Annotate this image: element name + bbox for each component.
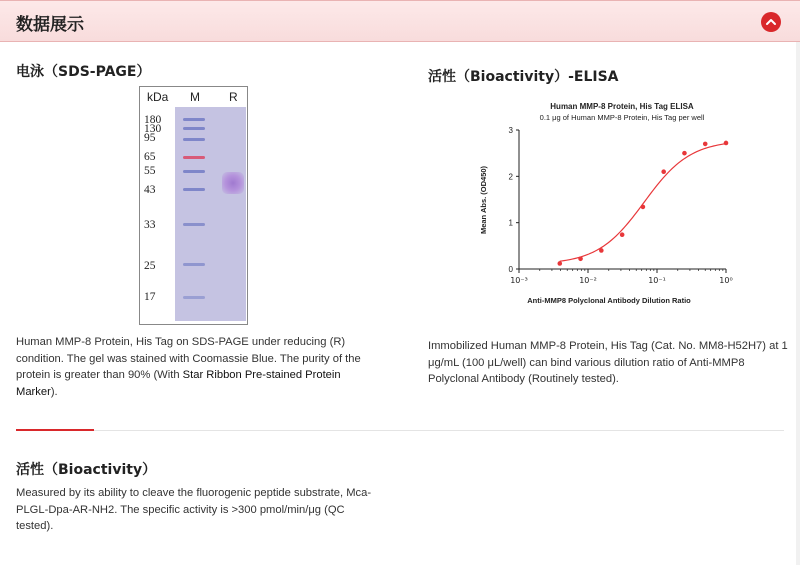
bioactivity-line: tested). bbox=[16, 520, 54, 532]
mw-marker: 65 bbox=[144, 151, 156, 163]
marker-band-red bbox=[183, 156, 205, 159]
mw-marker: 130 bbox=[144, 123, 162, 135]
bioactivity-line: PLGL-Dpa-AR-NH2. The specific activity is >300 pmol/min/μg (QC bbox=[16, 503, 345, 516]
scrollbar-track[interactable] bbox=[796, 42, 800, 565]
x-tick-label: 10⁻² bbox=[579, 276, 597, 285]
y-tick-label: 0 bbox=[508, 265, 513, 274]
data-point bbox=[620, 232, 625, 237]
data-point bbox=[703, 142, 708, 147]
sample-band bbox=[222, 172, 244, 194]
sds-caption-line bbox=[16, 367, 396, 384]
sds-caption-line: Human MMP-8 Protein, His Tag on SDS-PAGE under reducing (R) bbox=[16, 336, 346, 348]
sds-caption-line: condition. The gel was stained with Coomassie Blue. The purity of the bbox=[16, 352, 361, 365]
y-tick-label: 2 bbox=[508, 172, 513, 182]
marker-band bbox=[183, 263, 205, 266]
elisa-caption-line: μg/mL (100 μL/well) can bind various dilution ratio of Anti-MMP8 bbox=[428, 356, 745, 369]
x-tick-label: 10⁰ bbox=[719, 276, 733, 285]
mw-marker: 33 bbox=[144, 219, 156, 231]
marker-band bbox=[183, 170, 205, 173]
elisa-caption bbox=[428, 338, 796, 388]
chevron-up-icon bbox=[765, 16, 777, 28]
marker-band bbox=[183, 296, 205, 299]
data-point bbox=[599, 248, 604, 253]
divider-accent bbox=[16, 429, 94, 431]
mw-marker: 180 bbox=[144, 114, 162, 126]
data-point bbox=[661, 169, 666, 174]
marker-link[interactable]: Star Ribbon Pre-stained Protein bbox=[182, 369, 341, 381]
x-axis-label: Anti-MMP8 Polyclonal Antibody Dilution Ratio bbox=[527, 296, 691, 305]
data-point bbox=[724, 141, 729, 146]
sds-caption-line bbox=[16, 384, 396, 401]
chart-title: Human MMP-8 Protein, His Tag ELISA bbox=[550, 102, 694, 111]
data-point bbox=[557, 261, 562, 266]
collapse-button[interactable] bbox=[761, 12, 781, 32]
marker-band bbox=[183, 223, 205, 226]
x-tick-label: 10⁻³ bbox=[510, 276, 528, 285]
y-tick-label: 1 bbox=[508, 218, 513, 228]
sds-caption bbox=[16, 334, 396, 400]
bioactivity-text bbox=[16, 485, 396, 535]
y-tick-label: 3 bbox=[508, 126, 513, 135]
marker-band bbox=[183, 188, 205, 191]
section-title: 数据展示 bbox=[16, 15, 84, 35]
elisa-title: 活性（Bioactivity）-ELISA bbox=[428, 69, 619, 85]
elisa-chart bbox=[470, 96, 770, 311]
mw-marker: 17 bbox=[144, 291, 156, 303]
mw-marker: 25 bbox=[144, 260, 156, 272]
section-header bbox=[0, 0, 800, 42]
elisa-caption-line: Immobilized Human MMP-8 Protein, His Tag (Cat. No. MM8-H52H7) at 1 bbox=[428, 340, 788, 352]
lane-header-m: M bbox=[190, 90, 200, 104]
marker-band bbox=[183, 118, 205, 121]
data-point bbox=[578, 257, 583, 262]
divider bbox=[16, 430, 784, 431]
bioactivity-title: 活性（Bioactivity） bbox=[16, 462, 157, 478]
marker-band bbox=[183, 127, 205, 130]
chart-subtitle: 0.1 μg of Human MMP-8 Protein, His Tag per well bbox=[539, 113, 705, 122]
marker-band bbox=[183, 138, 205, 141]
data-point bbox=[641, 205, 646, 210]
mw-marker: 43 bbox=[144, 184, 156, 196]
mw-marker: 95 bbox=[144, 132, 156, 144]
bioactivity-line: Measured by its ability to cleave the fluorogenic peptide substrate, Mca- bbox=[16, 487, 372, 499]
y-axis-label: Mean Abs. (OD450) bbox=[479, 165, 488, 235]
data-point bbox=[682, 151, 687, 156]
mw-marker: 55 bbox=[144, 165, 156, 177]
elisa-caption-line: Polyclonal Antibody (Routinely tested). bbox=[428, 373, 619, 385]
lane-header-r: R bbox=[229, 90, 238, 104]
x-tick-label: 10⁻¹ bbox=[648, 276, 666, 285]
caption-text: ). bbox=[50, 385, 58, 398]
caption-text: protein is greater than 90% (With bbox=[16, 369, 183, 381]
sds-page-title: 电泳（SDS-PAGE） bbox=[16, 64, 151, 80]
marker-link[interactable]: Marker bbox=[16, 385, 51, 398]
lane-header-kda: kDa bbox=[147, 90, 169, 104]
fit-curve bbox=[560, 144, 726, 262]
